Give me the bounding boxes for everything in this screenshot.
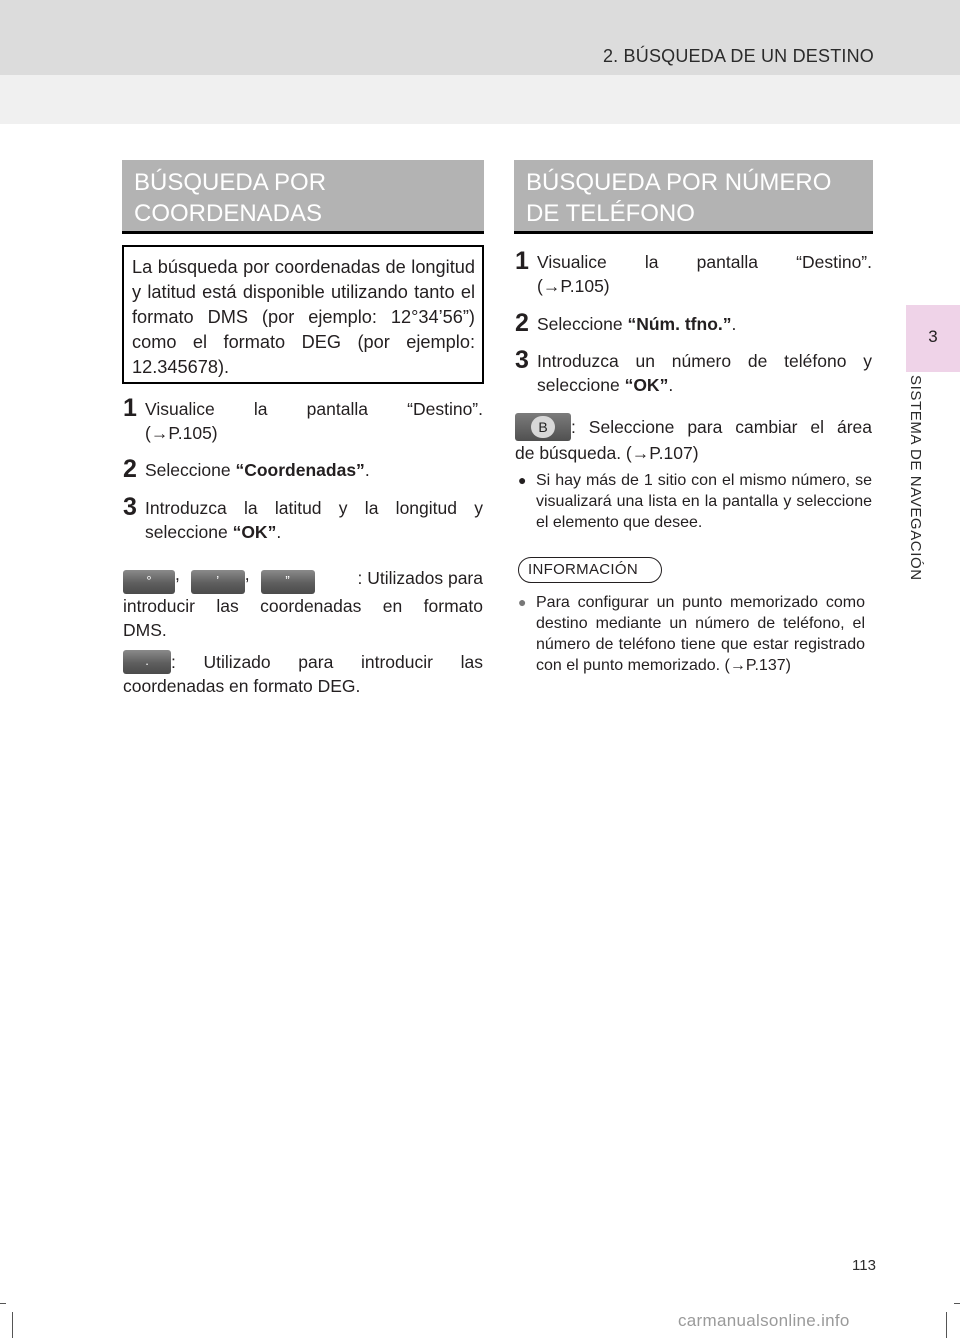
crop-mark	[0, 1303, 6, 1304]
step-button-name: “Núm. tfno.”	[627, 314, 732, 334]
decimal-point-key-button[interactable]: .	[123, 650, 171, 674]
step-text: Seleccione	[537, 314, 628, 334]
dms-text: introducir las coordenadas en formato	[123, 596, 483, 616]
step-button-name: “OK”	[232, 522, 277, 542]
section-heading-phone-number	[514, 160, 873, 234]
section-heading-line: DE TELÉFONO	[526, 200, 695, 227]
page-number: 113	[852, 1257, 876, 1274]
area-change-key-button[interactable]	[515, 413, 571, 441]
step-3	[515, 346, 872, 397]
chapter-number: 3	[928, 327, 938, 346]
step-button-name: “OK”	[624, 375, 669, 395]
page-reference-link[interactable]: (→P.105)	[537, 276, 610, 296]
dms-keys-description: ° , ’ , ” : Utilizados para introducir las coordenadas en formato DMS.	[123, 564, 483, 640]
b-letter-icon: B	[531, 416, 555, 438]
section-heading-coordinates	[122, 160, 484, 234]
step-text: .	[364, 460, 370, 480]
step-number: 3	[515, 346, 529, 374]
step-number: 1	[123, 394, 137, 422]
step-text: .	[731, 314, 737, 334]
area-key-text: : Seleccione para cambiar el área	[571, 417, 872, 437]
deg-text: coordenadas en formato DEG.	[123, 676, 361, 696]
chapter-title: 2. BÚSQUEDA DE UN DESTINO	[602, 46, 874, 66]
watermark[interactable]: carmanualsonline.info	[678, 1311, 850, 1330]
step-1	[515, 247, 872, 298]
information-label: INFORMACIÓN	[518, 557, 662, 583]
step-number: 1	[515, 247, 529, 275]
step-text: .	[276, 522, 282, 542]
step-text: .	[668, 375, 674, 395]
step-number: 3	[123, 493, 137, 521]
page-reference-link[interactable]: de búsqueda. (→P.107)	[515, 443, 699, 463]
step-text: Visualice la pantalla “Destino”.	[145, 399, 483, 419]
second-key-button[interactable]: ”	[261, 570, 315, 594]
deg-text: : Utilizado para introducir las	[171, 652, 483, 672]
deg-key-description	[123, 650, 483, 698]
area-key-description	[515, 413, 872, 465]
chapter-label: SISTEMA DE NAVEGACIÓN	[907, 375, 924, 581]
chapter-tab[interactable]	[906, 305, 960, 372]
information-text: Para configurar un punto memorizado como destino mediante un número de teléfono, el número de teléfono tiene que estar registrado con el punto memorizado. (→P.137)	[536, 594, 865, 674]
step-number: 2	[123, 455, 137, 483]
bullet-icon: ●	[518, 472, 527, 488]
intro-box: La búsqueda por coordenadas de longitud y latitud está disponible utilizando tanto el formato DMS (por ejemplo: 12°34’56”) como el formato DEG (por ejemplo: 12.345678).	[122, 245, 484, 384]
list-item	[518, 470, 872, 533]
step-text: seleccione	[537, 375, 625, 395]
information-note	[518, 592, 865, 676]
step-1	[123, 394, 483, 445]
step-button-name: “Coordenadas”	[235, 460, 365, 480]
section-heading-line: COORDENADAS	[134, 200, 323, 227]
section-heading-line: BÚSQUEDA POR NÚMERO	[526, 169, 832, 196]
step-text: Introduzca un número de teléfono y	[537, 351, 872, 371]
bullet-text: Si hay más de 1 sitio con el mismo número, se visualizará una lista en la pantalla y seleccione el elemento que desee.	[536, 472, 872, 531]
dms-text: : Utilizados para	[357, 568, 483, 588]
step-3	[123, 493, 483, 544]
crop-mark	[12, 1312, 13, 1338]
step-text: seleccione	[145, 522, 233, 542]
crop-mark	[946, 1312, 947, 1338]
page-reference-link[interactable]: (→P.105)	[145, 423, 218, 443]
dms-text: DMS.	[123, 620, 167, 640]
crop-mark	[954, 1303, 960, 1304]
degree-key-button[interactable]: °	[123, 570, 175, 594]
bullet-icon: ●	[518, 594, 527, 610]
step-2	[515, 309, 872, 337]
minute-key-button[interactable]: ’	[191, 570, 245, 594]
step-text: Introduzca la latitud y la longitud y	[145, 498, 483, 518]
section-heading-line: BÚSQUEDA POR	[134, 169, 327, 196]
step-text: Seleccione	[145, 460, 236, 480]
step-text: Visualice la pantalla “Destino”.	[537, 252, 872, 272]
step-number: 2	[515, 309, 529, 337]
step-2	[123, 455, 483, 483]
